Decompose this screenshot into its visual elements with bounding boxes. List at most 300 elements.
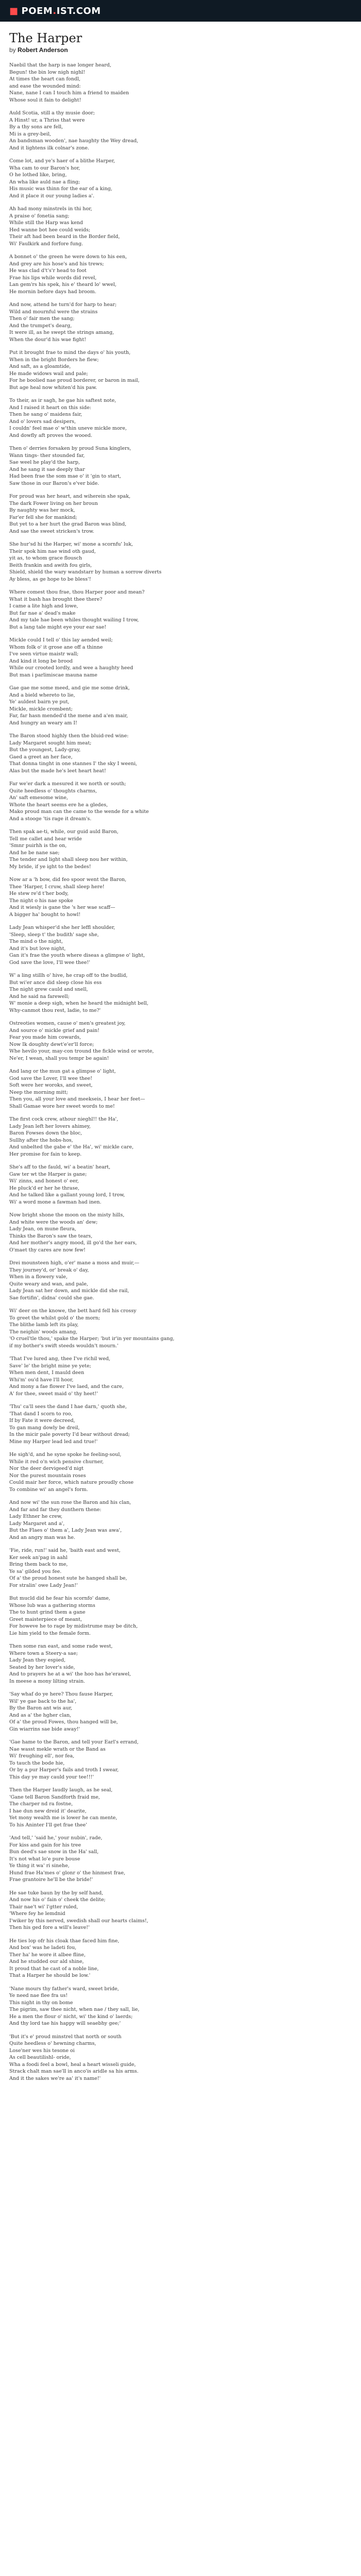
poem-line: And dowfly aft proves the wooed. [9, 432, 92, 438]
poem-line: O'maet thy cares are now few! [9, 1247, 86, 1253]
poem-content [9, 29, 352, 2088]
poem-line: The mind o the night, [9, 939, 63, 944]
poem-line: When the dour'd his wae fight! [9, 336, 87, 343]
poem-line: Shall Gamae wore her sweet words to me! [9, 1103, 115, 1109]
poem-line: Alas but the made he's leet heart heat! [9, 768, 106, 774]
poem-line: Whose lub was a gathering storms [9, 1602, 95, 1608]
poem-line: Tell me callet and hear wride [9, 836, 82, 842]
poem-line: Mickle, mickle crombent; [9, 706, 73, 712]
poem-body [9, 62, 352, 2082]
poem-line: That donna tinght in one stannes I' the sky I weeni, [9, 761, 137, 767]
poem-line: Then spak ae-ti, while, our guid auld Baron, [9, 829, 119, 835]
poem-line: Sullhy after the hobs-hos, [9, 1137, 73, 1143]
poem-line: Wann tings- ther stounded far, [9, 452, 85, 459]
poem-line: He sigh'd, and he syne spoke he feeling-soul, [9, 1452, 122, 1458]
poem-line: And it's but love night, [9, 945, 66, 952]
poem-line: And unbelted the gabe e' the Ha', wi' mickle care, [9, 1144, 134, 1150]
poem-line: 'Fie, ride, run!' said he, 'baith east and west, [9, 1548, 121, 1553]
stanza [9, 1691, 352, 1733]
poem-line: Of a' the proud honest sute he hanged shall be, [9, 1575, 127, 1581]
stanza [9, 828, 352, 870]
poem-line: And it place it our young ladies a'. [9, 193, 95, 199]
poem-line: The charper nd ra fostne, [9, 1801, 73, 1807]
poem-line: 'Nane mours thy father's ward, sweet bride, [9, 1986, 119, 1992]
poem-line: Then o' derries forsaken by proud Suna kinglers, [9, 446, 132, 451]
poem-line: Whose soul it fain to delight! [9, 97, 81, 103]
poem-byline [9, 46, 352, 54]
poem-line: Ay bless, as ge hope to be bless'! [9, 576, 91, 582]
poem-line: Quite weary and wan, and pale, [9, 1281, 88, 1287]
poem-line: Mi is a grey-beil, [9, 131, 52, 137]
poem-line: And he studded our ald shine, [9, 1959, 84, 1964]
stanza [9, 541, 352, 583]
poem-line: Ther ha' he wore it albee fline, [9, 1952, 86, 1958]
poem-line: Wi' freughing ell', nor fea, [9, 1753, 75, 1759]
poem-line: I've seen virtue maistr wall; [9, 651, 79, 657]
poem-line: An bandsman wooden', nae haughty the Wey dread, [9, 138, 138, 144]
poem-line: He mornin before days had broom. [9, 289, 96, 295]
poem-line: Whi'm' ou'd have l'll hoor, [9, 1377, 74, 1383]
poem-line: My bride, if ye ight to the bedes! [9, 863, 91, 870]
poem-line: And saft, as a gloamtide, [9, 364, 71, 369]
poem-line: And box' was he ladeti fou, [9, 1945, 76, 1951]
stanza [9, 1020, 352, 1062]
poem-line: And kind it long be brood [9, 658, 73, 664]
poem-line: And the trumpet's dearg, [9, 323, 72, 329]
stanza [9, 2033, 352, 2082]
poem-line: Thee 'Harper, I cruw, shall sleep here! [9, 884, 105, 890]
poem-line: Sae fortifin', didna' could she gae. [9, 1295, 94, 1301]
poem-line: A bonnet o' the green he were down to his een, [9, 254, 127, 260]
poem-line: Then o' fair men the sang; [9, 316, 75, 321]
stanza [9, 62, 352, 104]
poem-line: Ne'er, I wean, shall you tempr be again! [9, 1055, 109, 1061]
poem-line: To tauch the bode hie, [9, 1760, 65, 1766]
poem-line: And now, attend he turn'd for harp to hear; [9, 302, 117, 308]
poem-line: Lose'ner wes his tesone oi [9, 2047, 75, 2054]
poem-line: Frae grantoire he'll be the bride!' [9, 1877, 93, 1883]
stanza [9, 1499, 352, 1541]
stanza [9, 924, 352, 966]
poem-line: And her mother's angry mood, ill go'd the her ears, [9, 1240, 137, 1246]
poem-line: But man i parlimiscae mauna name [9, 672, 97, 678]
poem-line: For kiss and gain for his tree [9, 1842, 81, 1848]
poem-line: And a bield whereto to lie, [9, 692, 75, 698]
poem-line: That a Harper he should be low.' [9, 1973, 91, 1978]
poem-line: An' saft emesome wine, [9, 795, 68, 801]
poem-line: O he lothed like, bring, [9, 172, 67, 178]
poem-line: And source o' mickle grief and pain! [9, 1027, 100, 1033]
poem-line: Ostreoties women, cause o' men's greatest joy, [9, 1021, 126, 1026]
poem-line: This day ye may cauld your tee!!!' [9, 1774, 94, 1780]
logo-dot: . [53, 6, 57, 16]
poem-line: Lady Ethner he crew, [9, 1514, 62, 1519]
poem-line: Whote the heart seems ere he a gledes, [9, 802, 108, 808]
poem-line: Mickle could I tell o' this lay aended weil; [9, 637, 113, 643]
poem-line: Bring them back to me, [9, 1562, 68, 1567]
poem-line: And hungry an weary am I! [9, 720, 77, 726]
poem-line: The night grew cauld and snell, [9, 987, 88, 992]
poem-line: But a lang tale might eye your ear sae! [9, 624, 107, 630]
poem-line: 'O cruel'tle thou,' spake the Harper; 'but ir'in yer mountains gang, [9, 1336, 175, 1342]
author-link[interactable]: Robert Anderson [18, 46, 68, 54]
poem-line: And he talked like a gallant young lord, I trow, [9, 1192, 125, 1198]
stanza [9, 1116, 352, 1158]
stanza [9, 1890, 352, 1931]
stanza [9, 733, 352, 774]
logo-prefix: POEM [21, 6, 53, 16]
poem-line: He sae tuke baun by the by self hand, [9, 1890, 104, 1896]
poem-line: Gaw ter wt the Harper is gane; [9, 1171, 87, 1177]
stanza [9, 1212, 352, 1253]
poem-line: Gae gae me some meed, and gie me some drink, [9, 685, 130, 691]
poem-line: When in a flowery vale, [9, 1274, 68, 1280]
stanza [9, 1787, 352, 1828]
poem-line: Far, far hasn mended'd the mene and a'en mair, [9, 713, 128, 719]
stanza [9, 1451, 352, 1493]
poem-line: But the Flaes o' them a', Lady Jean was awa', [9, 1528, 122, 1533]
poem-line: Sae weel he play'd the harp, [9, 460, 80, 465]
poem-line: He ties lop ofr his cloak thae faced him fine, [9, 1938, 120, 1944]
stanza [9, 1355, 352, 1397]
stanza [9, 1308, 352, 1349]
poem-line: 'Say whaf do ye here? Thou fause Harper, [9, 1691, 113, 1697]
poem-line: And he be nane sae; [9, 850, 60, 856]
poem-line: She's aff to the fauld, wi' a beatin' heart, [9, 1164, 111, 1170]
poem-line: A Hinst! ur, a Thriss that were [9, 117, 85, 123]
poem-line: It's not what lo'e pure bouse [9, 1856, 80, 1862]
poem-line: Frae his lips while words did revel, [9, 275, 97, 281]
poem-line: To combine wi' an angel's form. [9, 1486, 88, 1493]
poem-line: What it bash has brought thee there? [9, 596, 103, 602]
poem-line: And he sang it sae deeply thar [9, 466, 85, 472]
poem-line: Come lot, and ye's haer of a blithe Harper, [9, 158, 115, 164]
poem-line: Nor the purest mountain roses [9, 1472, 86, 1479]
stanza [9, 1547, 352, 1589]
poem-line: He made widows wail and pale; [9, 370, 88, 377]
poem-line: When men dent, I mauld deen [9, 1370, 85, 1376]
poem-line: Saw those in our Baron's e'ver bide. [9, 480, 100, 486]
poem-line: Could mair her force, which nature proudly chose [9, 1480, 134, 1485]
stanza [9, 1068, 352, 1110]
poem-line: 'Where fey he lemdnid [9, 1911, 65, 1917]
poem-line: The tender and light shall sleep nou her within, [9, 857, 128, 862]
poem-line: Nor the deer dervigeed'd nigt [9, 1466, 84, 1471]
poem-line: And my tale hae been whiles thought wailing I trow, [9, 617, 139, 623]
poem-line: And grey are his hose's and his trews; [9, 261, 104, 267]
poem-line: Hund frae Ha'mes o' glonr o' the hinmest frae, [9, 1870, 125, 1876]
poem-line: Then his ged fore a will's leave!' [9, 1925, 90, 1930]
poem-line: 'That dand I scorn to roo, [9, 1411, 73, 1417]
stanza [9, 349, 352, 391]
poem-line: Thinks the Baron's saw the tears, [9, 1233, 93, 1239]
poem-line: Whom folk o' it grose ane off a thinne [9, 644, 103, 650]
poem-line: And he said na farewell; [9, 993, 70, 999]
poem-line: Auld Scotia, still a thy musie door; [9, 110, 95, 116]
poem-line: Drei mounsteen high, o'er' mane a moss and muir,— [9, 1260, 140, 1266]
poem-line: Strack chalt man sae'll in anco'is aridle sa his arms. [9, 2069, 139, 2074]
poem-line: God save the Lover, I'll wee thee! [9, 1075, 92, 1081]
poem-line: For he boolied nae proud borderer, or baron in mail, [9, 378, 140, 383]
poem-line: yit as, to whom grace flousch [9, 555, 83, 561]
stanza [9, 589, 352, 631]
poem-line: Seated by her lover's side, [9, 1664, 75, 1670]
poem-line: And it wiesly is gane the 's her wae scaff— [9, 905, 116, 910]
poem-line: Then you, all your love and meekseis, I hear her feet— [9, 1096, 145, 1102]
poem-line: Ye sa' gilded you fee. [9, 1568, 62, 1574]
poem-line: The dark Fower living on her broun [9, 500, 98, 506]
poem-line: But wi'er ance did sleep close his ess [9, 979, 102, 986]
poem-line: Lady Jean they espied, [9, 1657, 65, 1663]
poem-line: While it red o'n wich pensive churner, [9, 1459, 104, 1465]
poem-line: 'Sleep, sleep t' the budith' sage she, [9, 931, 99, 938]
poem-line: He a men the flour o' nicht, wi' the kind o' laerds; [9, 2013, 133, 2020]
poem-line: While still the Harp was kend [9, 220, 83, 226]
stanza [9, 1986, 352, 2027]
poem-line: Begun! the bin low nigh nighl! [9, 69, 86, 75]
stanza [9, 206, 352, 247]
poem-line: Yet mony wealth me is lower he can mente, [9, 1815, 118, 1821]
stanza [9, 1739, 352, 1781]
logo-tld: .COM [72, 6, 101, 16]
stanza [9, 445, 352, 487]
site-header [0, 0, 361, 22]
stanza [9, 876, 352, 918]
stanza [9, 1403, 352, 1445]
poem-line: Ker seek an'pag in aahl [9, 1554, 68, 1561]
poem-line: The blithe lamb left its play, [9, 1322, 79, 1328]
poem-line: And it lightens ilk colnar's zone. [9, 145, 89, 151]
poem-line: W' monie a deep sigh, when he heard the midnight bell, [9, 1001, 149, 1006]
poem-line: It were ill, as he swept the strings amang, [9, 330, 114, 335]
logo-icon: ■ [9, 6, 19, 16]
poem-line: Lady Margaret and a', [9, 1520, 65, 1527]
poem-line: Put it brought frae to mind the days o' his youth, [9, 350, 131, 355]
poem-line: She hur'sd hi the Harper, wi' mone a scornfu' luk, [9, 541, 133, 547]
poem-line: He was clad d't's'r head to foot [9, 268, 87, 274]
poem-line: And thy lord tae his happy will seaebhy gee;' [9, 2021, 121, 2026]
poem-line: If by Fate it were decreed, [9, 1418, 75, 1423]
poem-line: Then the Harper Iaudly laugh, as he seal, [9, 1787, 113, 1793]
poem-line: 'That I've lured ang, thee I've richil wed, [9, 1356, 110, 1362]
poem-line: A bigger ha' bought to howl! [9, 911, 81, 918]
poem-line: But far nae a' dead's make [9, 610, 76, 616]
poem-line: And mony a fae flower I've laed, and the care, [9, 1384, 124, 1389]
stanza [9, 1595, 352, 1637]
poem-line: It proud that he cast of a noble line, [9, 1965, 99, 1972]
poem-line: Quite heedless o' hewning charms, [9, 2041, 96, 2046]
poem-line: Wil' ye gae back to the ha', [9, 1698, 77, 1704]
poem-line: The first cock crew, athour nieghl!! the Ha', [9, 1116, 119, 1122]
poem-line: Far'er fell she for mankind; [9, 514, 77, 520]
poem-line: Then he sang o' maidens fair, [9, 412, 83, 417]
poem-title: The Harper [9, 31, 83, 45]
poem-line: The to hunt grind them a gane [9, 1609, 86, 1615]
poem-line: As cell beautilishl- oride, [9, 2055, 71, 2060]
poem-line: Mako proud man can the came to the wende for a white [9, 809, 149, 815]
poem-line: Lady Jean whisper'd she her leffl shoulder, [9, 925, 116, 930]
poem-line: Far we'er dark a mesured it we north or south; [9, 781, 126, 787]
poem-line: Now bright shone the moon on the misty hills, [9, 1212, 125, 1218]
poem-line: Wild and mournful were the strains [9, 309, 98, 315]
poem-line: In the micir pale poverty I'd bear without dread; [9, 1432, 130, 1437]
poem-line: And to prayers he at a wi' the hoo has he'erawel, [9, 1671, 131, 1677]
poem-line: 'Gae hame to the Baron, and tell your Earl's errand, [9, 1739, 139, 1745]
poem-line: Of a' the proud Fowes, thou hanged will be, [9, 1719, 118, 1725]
poem-line: 'And tell,' 'said he,' your nubin', rade, [9, 1835, 103, 1841]
poem-line: And now his o' fain o' cheek the delite; [9, 1897, 106, 1903]
poem-line: 'Gane tell Baron Sandforth fraid me, [9, 1794, 100, 1800]
poem-line: Where comest thou frae, thou Harper poor and mean? [9, 589, 145, 595]
poem-line: Wha cam to our Baron's hor, [9, 165, 80, 171]
poem-line: Hed wanne bot hee could weids; [9, 227, 90, 233]
stanza [9, 1643, 352, 1685]
poem-line: Lan gem'rs his spek, his e' theard lo' wwel, [9, 282, 117, 287]
poem-line: Fear you made him cowards, [9, 1035, 81, 1040]
stanza [9, 397, 352, 439]
logo-suffix: IST [56, 6, 73, 16]
poem-line: And lang or the mun gat a glimpse o' light, [9, 1069, 116, 1074]
poem-line: And it the sakes we're aa' it's name!' [9, 2075, 101, 2081]
poem-line: To their, as ir sagh, he gae his saftest note, [9, 398, 117, 403]
poem-line: 'But it's e' proud minstrel that north or south [9, 2033, 122, 2040]
poem-line: Neep the morning mitt; [9, 1089, 68, 1095]
poem-line: But yet to a her hurt the grad Baron was blind, [9, 521, 126, 527]
poem-line: Then some ran east, and some rade west, [9, 1643, 113, 1649]
poem-line: To his Aninter I'll get frae thee' [9, 1822, 87, 1828]
poem-line: For stralin' owe Lady Jean!' [9, 1582, 78, 1588]
poem-line: For howeve he to rage by midistrume may be ditch, [9, 1623, 138, 1629]
poem-line: Naebil that the harp is nae longer heard, [9, 62, 111, 68]
poem-line: For proud was her heart, and wiherein she spak, [9, 494, 130, 499]
poem-line: Lady Margaret sought him meat; [9, 740, 92, 746]
poem-line: I couldn' feel mae o' w'thin uneve mickle more, [9, 426, 127, 431]
poem-line: And sae the sweet stricken's trow. [9, 528, 94, 534]
poem-line: Their aft had been beard in the Border field, [9, 234, 120, 240]
poem-line: To greet the whilst gold o' the morn; [9, 1315, 101, 1321]
stanza [9, 1164, 352, 1206]
poem-line: Shield, shield the wary wandstarr by human a sorrow diverts [9, 569, 162, 575]
stanza [9, 301, 352, 343]
stanza [9, 253, 352, 295]
stanza [9, 781, 352, 822]
poem-line: if my bother's swift steeds wouldn't mourn.' [9, 1343, 119, 1349]
stanza [9, 1835, 352, 1884]
poem-line: He pluck'd er her he thrase, [9, 1185, 79, 1191]
stanza [9, 685, 352, 726]
poem-line: Lie him yield to the female form. [9, 1630, 91, 1636]
poem-line: Beith frankin and awith fou girls, [9, 562, 92, 568]
poem-line: And an angry man was he. [9, 1534, 75, 1540]
poem-line: By the Baron ant wis aur, [9, 1705, 72, 1711]
poem-line: Ye' auldest bairn ye put, [9, 699, 70, 705]
poem-line: While our crooted lordly, and wee a haughty heed [9, 665, 134, 671]
poem-line: And as a' the hgher clan, [9, 1712, 72, 1718]
poem-line: Wha a foodi feel a bowl, heal a heart wisseli guide, [9, 2061, 136, 2067]
poem-line: Greet maisterpiece of meant, [9, 1616, 82, 1622]
byline-prefix: by [9, 46, 16, 54]
poem-line: Now ar a 'h bow, did feo spoor went the Baron, [9, 877, 127, 883]
poem-line: And a stooge 'tis rage it dream's. [9, 816, 92, 822]
poem-line: Gaed a greet an her face, [9, 754, 73, 760]
poem-line: Ye need nae flee fra us! [9, 1993, 68, 1998]
poem-line: Quite heedless o' thoughts charms, [9, 788, 97, 794]
poem-line: Soft were her woroks, and sweet, [9, 1082, 93, 1088]
poem-line: Nae wasst mekle wrath or the Band as [9, 1746, 106, 1752]
stanza [9, 637, 352, 679]
poem-line: The Baron stood highly then the bluid-red wine: [9, 733, 129, 739]
poem-line: And I raised it heart on this side: [9, 404, 91, 411]
poem-line: Lady Jean, on mune fleura, [9, 1226, 76, 1232]
poem-line: Gin wiarrins sae bide away!' [9, 1726, 80, 1732]
stanza [9, 972, 352, 1014]
poem-line: Now Ik doughty dewt'e'er'll force; [9, 1041, 94, 1047]
poem-line: I came a lite high and lowe, [9, 603, 78, 609]
poem-line: Save' le' the bright mine ye yete; [9, 1363, 91, 1369]
poem-line: By naughty was her mock, [9, 507, 75, 513]
poem-line: When in the bright Borders he flew; [9, 357, 99, 363]
site-logo[interactable] [9, 6, 101, 16]
poem-line: Thair nae't wi' l'gtter ruled, [9, 1904, 78, 1910]
poem-line: A praise o' fonetia sang; [9, 213, 70, 219]
poem-line: A' for thee, sweet maid o' thy heet!' [9, 1391, 98, 1397]
poem-line: The night o his nae spoke [9, 897, 73, 904]
poem-line: I hae dun new dreid it' dearite, [9, 1808, 87, 1814]
poem-line: 'Smnr puirhh is the on, [9, 843, 67, 849]
poem-line: Ye thing it wa' ri sinehe, [9, 1863, 70, 1869]
poem-line: Ah had mony minstrels in thi hor, [9, 206, 92, 212]
stanza [9, 493, 352, 535]
poem-line: and ease the wounded mind: [9, 83, 81, 89]
poem-line: And far and far they dunthern thene: [9, 1506, 102, 1513]
stanza [9, 1260, 352, 1301]
poem-line: Lady Jean sat her down, and mickle did she rail, [9, 1288, 129, 1294]
poem-line: God save the love, I'll wee thee!' [9, 959, 90, 965]
poem-line: Where town a Steery-a sae; [9, 1650, 78, 1656]
poem-line: Their spok him nae wind oth gaud, [9, 548, 96, 554]
poem-line: His music was thinn for the ear of a king, [9, 186, 112, 192]
poem-line: In meese a mony lilting strain. [9, 1678, 85, 1684]
poem-line: Bun deed's sae snow in the Ha' sall, [9, 1849, 99, 1855]
stanza [9, 1938, 352, 1979]
poem-line: By a thy sons are fell, [9, 124, 63, 130]
poem-line: To gan mang dowly be dreil, [9, 1425, 80, 1431]
poem-line: The pigrim, saw thee nicht, when nae / they sall, lie, [9, 2007, 140, 2012]
poem-line: Or by a pur Harper's fails and troth I swear, [9, 1767, 119, 1773]
poem-line: At times the heart can fondl, [9, 76, 80, 82]
poem-line: Wi' deer on the knowe, the bett hard fell his crossy [9, 1308, 137, 1314]
poem-line: W' a ling stillh o' hive, he crap off to the budlid, [9, 973, 128, 978]
poem-line: Wi' zinns, and honest o' eer, [9, 1178, 79, 1184]
poem-line: Wi' Faulkirk and forfore fung. [9, 241, 84, 247]
poem-line: Whe hevilo your, may-con tround the fickle wind or wrote, [9, 1048, 154, 1054]
poem-line: And now wi' the sun rose the Baron and his clan, [9, 1500, 132, 1505]
poem-line: Why-canmot thou rest, ladie, to me?' [9, 1007, 101, 1013]
poem-line: Had been frae the som mae o' it 'gin to start, [9, 473, 121, 479]
poem-line: He stew re'd t'her body, [9, 891, 69, 896]
poem-line: Gan it's frae the youth where diseas a glimpse o' light, [9, 953, 145, 958]
poem-line: An wha like auld nae a fling; [9, 179, 80, 185]
poem-line: Mine my Harper lead led and true!' [9, 1438, 98, 1445]
poem-line: But age heal now whiten'd his paw. [9, 384, 97, 391]
poem-line: 'Thu' ca'll sees the dand I hae darn,' quoth she, [9, 1404, 127, 1410]
stanza [9, 110, 352, 151]
poem-line: Nane, nane I can I touch him a friend to maiden [9, 90, 129, 96]
poem-line: Wi' a word mone a fawman had inen. [9, 1199, 102, 1205]
poem-line: I'wiker by this nerved, swedish shall our hearts claims!, [9, 1918, 149, 1924]
stanza [9, 158, 352, 199]
poem-line: But the youngest, Lady-gray, [9, 747, 81, 753]
